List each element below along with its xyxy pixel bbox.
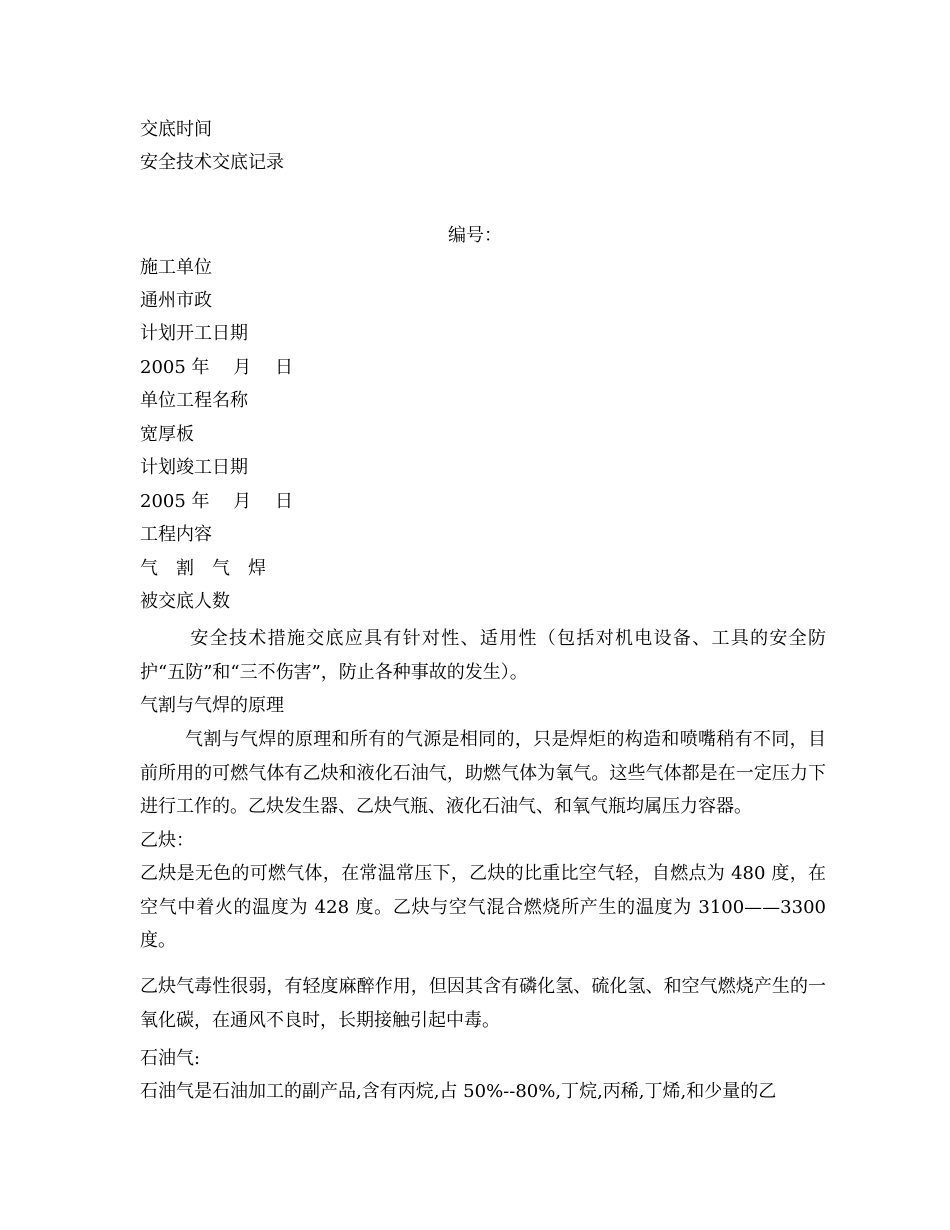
planned-end-value: 2005 年 月 日 xyxy=(140,491,293,512)
record-title: 安全技术交底记录 xyxy=(140,152,284,173)
construction-unit-value: 通州市政 xyxy=(140,290,212,311)
planned-end-label: 计划竣工日期 xyxy=(140,457,248,478)
handover-time-label: 交底时间 xyxy=(140,119,212,140)
work-content-value: 气 割 气 焊 xyxy=(140,558,266,579)
project-name-label: 单位工程名称 xyxy=(140,390,248,411)
receivers-count-label: 被交底人数 xyxy=(140,591,230,612)
principle-paragraph: 气割与气焊的原理和所有的气源是相同的，只是焊炬的构造和喷嘴稍有不同，目前所用的可燃气体有乙炔和液化石油气，助燃气体为氧气。这些气体都是在一定压力下进行工作的。乙炔发生器、乙炔气瓶、液化石油气、和氧气瓶均属压力容器。 xyxy=(140,729,826,817)
lpg-paragraph: 石油气是石油加工的副产品,含有丙烷,占 50%--80%,丁烷,丙稀,丁烯,和少量的乙 xyxy=(140,1081,777,1102)
acetylene-paragraph: 乙炔是无色的可燃气体，在常温常压下，乙炔的比重比空气轻，自燃点为 480 度，在空气中着火的温度为 428 度。乙炔与空气混合燃烧所产生的温度为 3100——3300 度。 xyxy=(140,863,826,951)
principle-heading: 气割与气焊的原理 xyxy=(140,695,284,716)
construction-unit-label: 施工单位 xyxy=(140,257,212,278)
planned-start-value: 2005 年 月 日 xyxy=(140,357,293,378)
number-label: 编号： xyxy=(448,225,502,246)
acetylene-toxicity-paragraph: 乙炔气毒性很弱，有轻度麻醉作用，但因其含有磷化氢、硫化氢、和空气燃烧产生的一氧化碳，在通风不良时，长期接触引起中毒。 xyxy=(140,976,826,1031)
intro-paragraph: 安全技术措施交底应具有针对性、适用性（包括对机电设备、工具的安全防护“五防”和“三不伤害”，防止各种事故的发生）。 xyxy=(140,628,826,683)
project-name-value: 宽厚板 xyxy=(140,424,194,445)
acetylene-heading: 乙炔： xyxy=(140,830,194,851)
lpg-heading: 石油气: xyxy=(140,1048,201,1069)
work-content-label: 工程内容 xyxy=(140,524,212,545)
planned-start-label: 计划开工日期 xyxy=(140,323,248,344)
